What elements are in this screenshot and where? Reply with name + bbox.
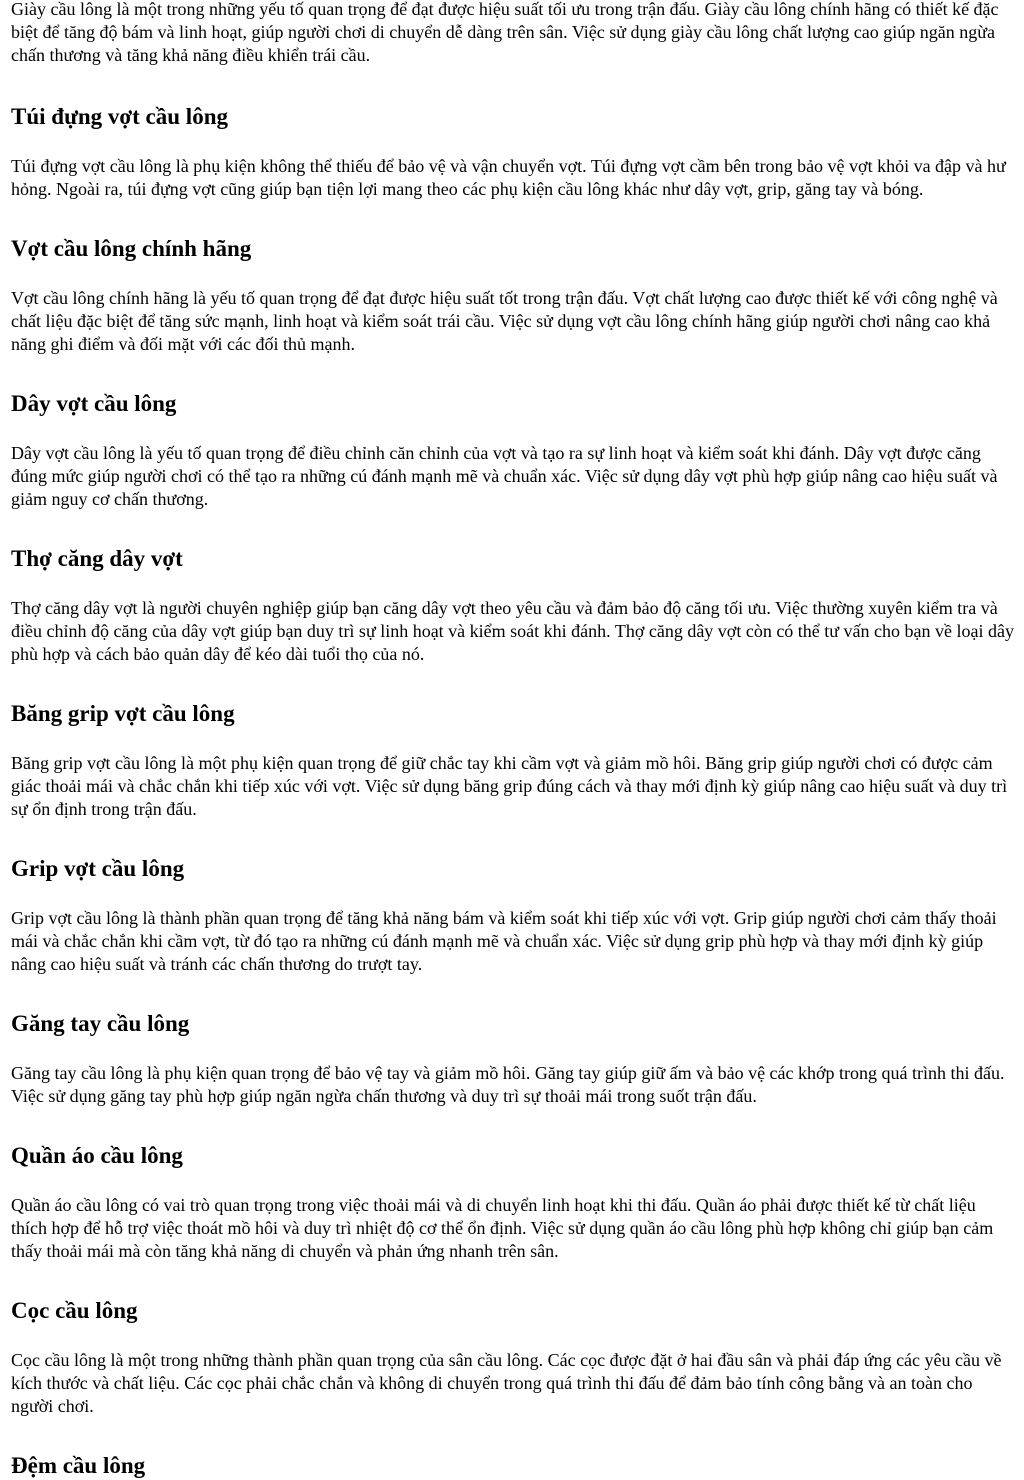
section-heading: Băng grip vợt cầu lông bbox=[11, 701, 235, 726]
section-heading: Cọc cầu lông bbox=[11, 1298, 138, 1323]
section-heading: Dây vợt cầu lông bbox=[11, 391, 177, 416]
section-paragraph: Túi đựng vợt cầu lông là phụ kiện không thể thiếu để bảo vệ và vận chuyển vợt. Túi đựng vợt cầm bên trong bảo vệ vợt khỏi va đập và hư hỏng. Ngoài ra, túi đựng vợt cũng giúp bạn tiện lợi mang theo các phụ kiện cầu lông khác như dây vợt, grip, găng tay và bóng. bbox=[11, 156, 1006, 199]
section-heading: Quần áo cầu lông bbox=[11, 1143, 183, 1168]
section-heading: Vợt cầu lông chính hãng bbox=[11, 236, 252, 261]
section-paragraph: Grip vợt cầu lông là thành phần quan trọng để tăng khả năng bám và kiểm soát khi tiếp xúc với vợt. Grip giúp người chơi cảm thấy thoải mái và chắc chắn khi cầm vợt, từ đó tạo ra những cú đánh mạnh mẽ và chuẩn xác. Việc sử dụng grip phù hợp và thay mới định kỳ giúp nâng cao hiệu suất và tránh các chấn thương do trượt tay. bbox=[11, 908, 997, 974]
section-heading: Thợ căng dây vợt bbox=[11, 546, 183, 571]
section-gloves bbox=[11, 1010, 1014, 1108]
intro-paragraph: Giày cầu lông là một trong những yếu tố quan trọng để đạt được hiệu suất tối ưu trong trận đấu. Giày cầu lông chính hãng có thiết kế đặc biệt để tăng độ bám và linh hoạt, giúp người chơi di chuyển dễ dàng trên sân. Việc sử dụng giày cầu lông chất lượng cao giúp ngăn ngừa chấn thương và tăng khả năng điều khiển trái cầu. bbox=[11, 0, 999, 65]
section-posts bbox=[11, 1297, 1014, 1418]
section-genuine-racket bbox=[11, 235, 1014, 356]
section-heading: Đệm cầu lông bbox=[11, 1453, 146, 1478]
section-grip-tape bbox=[11, 700, 1014, 821]
section-heading: Grip vợt cầu lông bbox=[11, 856, 185, 881]
section-heading: Găng tay cầu lông bbox=[11, 1011, 190, 1036]
section-cushion bbox=[11, 1452, 1014, 1480]
section-paragraph: Găng tay cầu lông là phụ kiện quan trọng để bảo vệ tay và giảm mồ hôi. Găng tay giúp giữ ấm và bảo vệ các khớp trong quá trình thi đấu. Việc sử dụng găng tay phù hợp giúp ngăn ngừa chấn thương và duy trì sự thoải mái trong suốt trận đấu. bbox=[11, 1063, 1005, 1106]
section-stringer bbox=[11, 545, 1014, 666]
section-clothing bbox=[11, 1142, 1014, 1263]
section-paragraph: Cọc cầu lông là một trong những thành phần quan trọng của sân cầu lông. Các cọc được đặt ở hai đầu sân và phải đáp ứng các yêu cầu về kích thước và chất liệu. Các cọc phải chắc chắn và không di chuyển trong quá trình thi đấu để đảm bảo tính công bằng và an toàn cho người chơi. bbox=[11, 1350, 1002, 1416]
section-racket-bag bbox=[11, 103, 1014, 201]
section-paragraph: Quần áo cầu lông có vai trò quan trọng trong việc thoải mái và di chuyển linh hoạt khi thi đấu. Quần áo phải được thiết kế từ chất liệu thích hợp để hỗ trợ việc thoát mồ hôi và duy trì nhiệt độ cơ thể ổn định. Việc sử dụng quần áo cầu lông phù hợp không chỉ giúp bạn cảm thấy thoải mái mà còn tăng khả năng di chuyển và phản ứng nhanh trên sân. bbox=[11, 1195, 994, 1261]
section-heading: Túi đựng vợt cầu lông bbox=[11, 104, 228, 129]
section-paragraph: Thợ căng dây vợt là người chuyên nghiệp giúp bạn căng dây vợt theo yêu cầu và đảm bảo độ căng tối ưu. Việc thường xuyên kiểm tra và điều chỉnh độ căng của dây vợt giúp bạn duy trì sự linh hoạt và kiểm soát khi đánh. Thợ căng dây vợt còn có thể tư vấn cho bạn về loại dây phù hợp và cách bảo quản dây để kéo dài tuổi thọ của nó. bbox=[11, 598, 1014, 664]
section-paragraph: Vợt cầu lông chính hãng là yếu tố quan trọng để đạt được hiệu suất tốt trong trận đấu. Vợt chất lượng cao được thiết kế với công nghệ và chất liệu đặc biệt để tăng sức mạnh, linh hoạt và kiểm soát trái cầu. Việc sử dụng vợt cầu lông chính hãng giúp người chơi nâng cao khả năng ghi điểm và đối mặt với các đối thủ mạnh. bbox=[11, 288, 998, 354]
section-paragraph: Băng grip vợt cầu lông là một phụ kiện quan trọng để giữ chắc tay khi cầm vợt và giảm mồ hôi. Băng grip giúp người chơi có được cảm giác thoải mái và chắc chắn khi tiếp xúc với vợt. Việc sử dụng băng grip đúng cách và thay mới định kỳ giúp nâng cao hiệu suất và duy trì sự ổn định trong trận đấu. bbox=[11, 753, 1008, 819]
section-grip bbox=[11, 855, 1014, 976]
section-paragraph: Dây vợt cầu lông là yếu tố quan trọng để điều chỉnh căn chỉnh của vợt và tạo ra sự linh hoạt và kiểm soát khi đánh. Dây vợt được căng đúng mức giúp người chơi có thể tạo ra những cú đánh mạnh mẽ và chuẩn xác. Việc sử dụng dây vợt phù hợp giúp nâng cao hiệu suất và giảm nguy cơ chấn thương. bbox=[11, 443, 998, 509]
section-racket-string bbox=[11, 390, 1014, 511]
